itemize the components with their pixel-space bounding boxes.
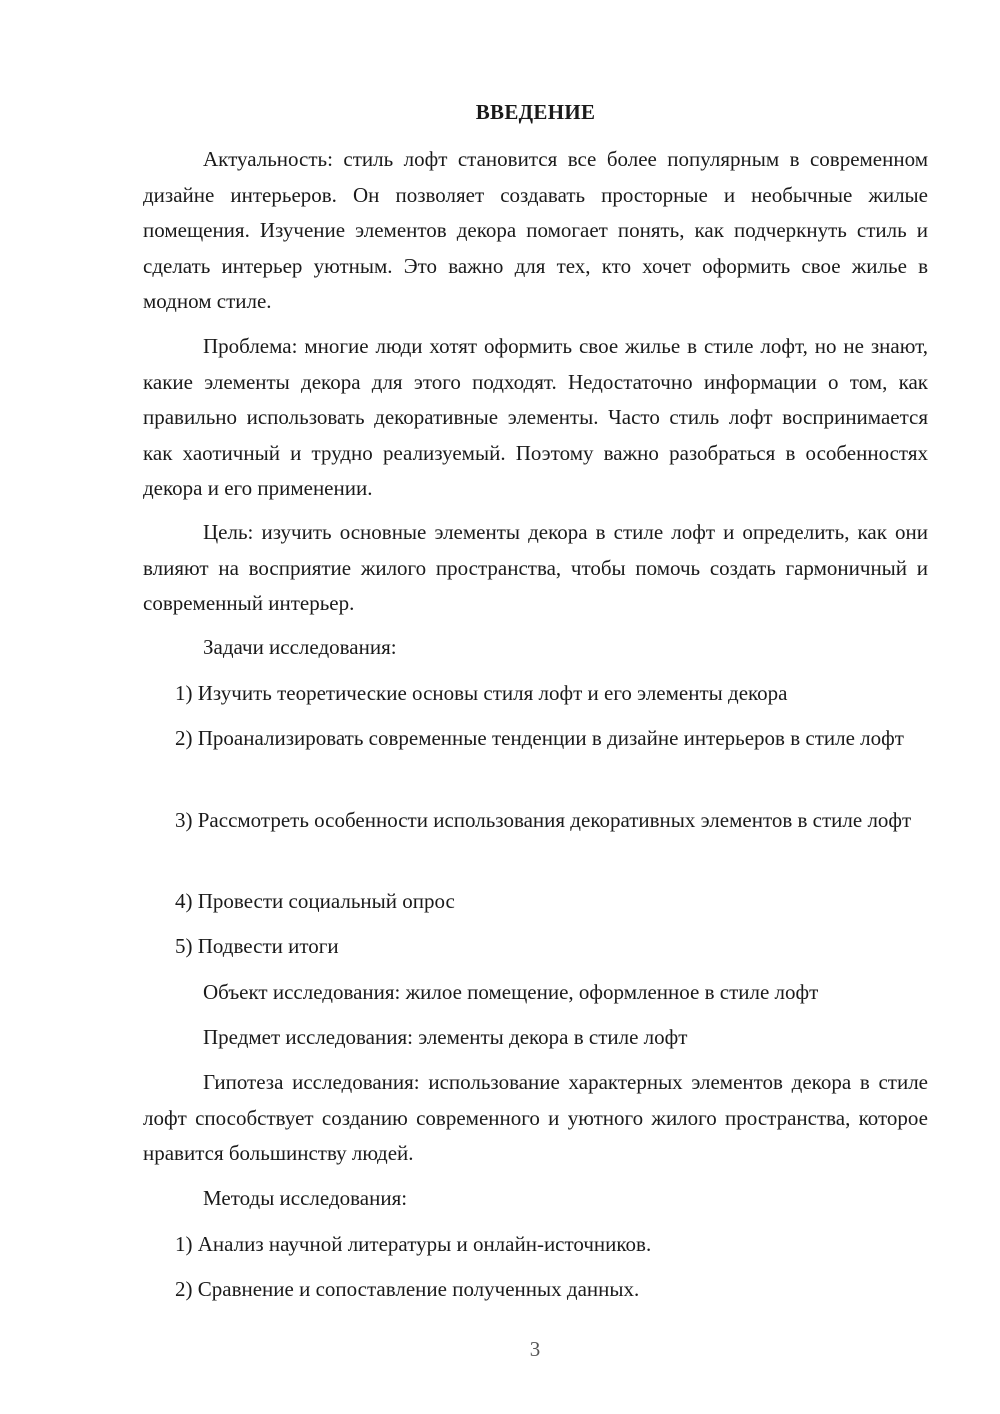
page-number: 3 xyxy=(529,1337,541,1361)
goal-paragraph: Цель: изучить основные элементы декора в стиле лофт и определить, как они влияют на восприятие жилого пространства, чтобы помочь создать гармоничный и современный интерьер. xyxy=(143,520,928,615)
problem-paragraph: Проблема: многие люди хотят оформить свое жилье в стиле лофт, но не знают, какие элементы декора для этого подходят. Недостаточно информации о том, как правильно использовать декоративные элементы. Часто стиль лофт воспринимается как хаотичный и трудно реализуемый. Поэтому важно разобраться в особенностях декора и его применении. xyxy=(143,334,928,500)
task-item-3: 3) Рассмотреть особенности использования декоративных элементов в стиле лофт xyxy=(175,808,912,832)
relevance-paragraph: Актуальность: стиль лофт становится все более популярным в современном дизайне интерьеров. Он позволяет создавать просторные и необычные жилые помещения. Изучение элементов декора помогает понять, как подчеркнуть стиль и сделать интерьер уютным. Это важно для тех, кто хочет оформить свое жилье в модном стиле. xyxy=(143,147,928,313)
methods-heading: Методы исследования: xyxy=(203,1186,408,1210)
method-item-2: 2) Сравнение и сопоставление полученных данных. xyxy=(175,1277,640,1301)
task-item-1: 1) Изучить теоретические основы стиля лофт и его элементы декора xyxy=(175,681,788,705)
task-item-5: 5) Подвести итоги xyxy=(175,934,339,958)
method-item-1: 1) Анализ научной литературы и онлайн-источников. xyxy=(175,1232,652,1256)
task-item-2: 2) Проанализировать современные тенденции в дизайне интерьеров в стиле лофт xyxy=(175,726,904,750)
research-subject: Предмет исследования: элементы декора в стиле лофт xyxy=(203,1025,688,1049)
research-object: Объект исследования: жилое помещение, оформленное в стиле лофт xyxy=(203,980,819,1004)
tasks-heading: Задачи исследования: xyxy=(203,635,397,659)
page-title: ВВЕДЕНИЕ xyxy=(475,100,596,124)
task-item-4: 4) Провести социальный опрос xyxy=(175,889,455,913)
hypothesis-paragraph: Гипотеза исследования: использование характерных элементов декора в стиле лофт способствует созданию современного и уютного жилого пространства, которое нравится большинству людей. xyxy=(143,1070,928,1165)
